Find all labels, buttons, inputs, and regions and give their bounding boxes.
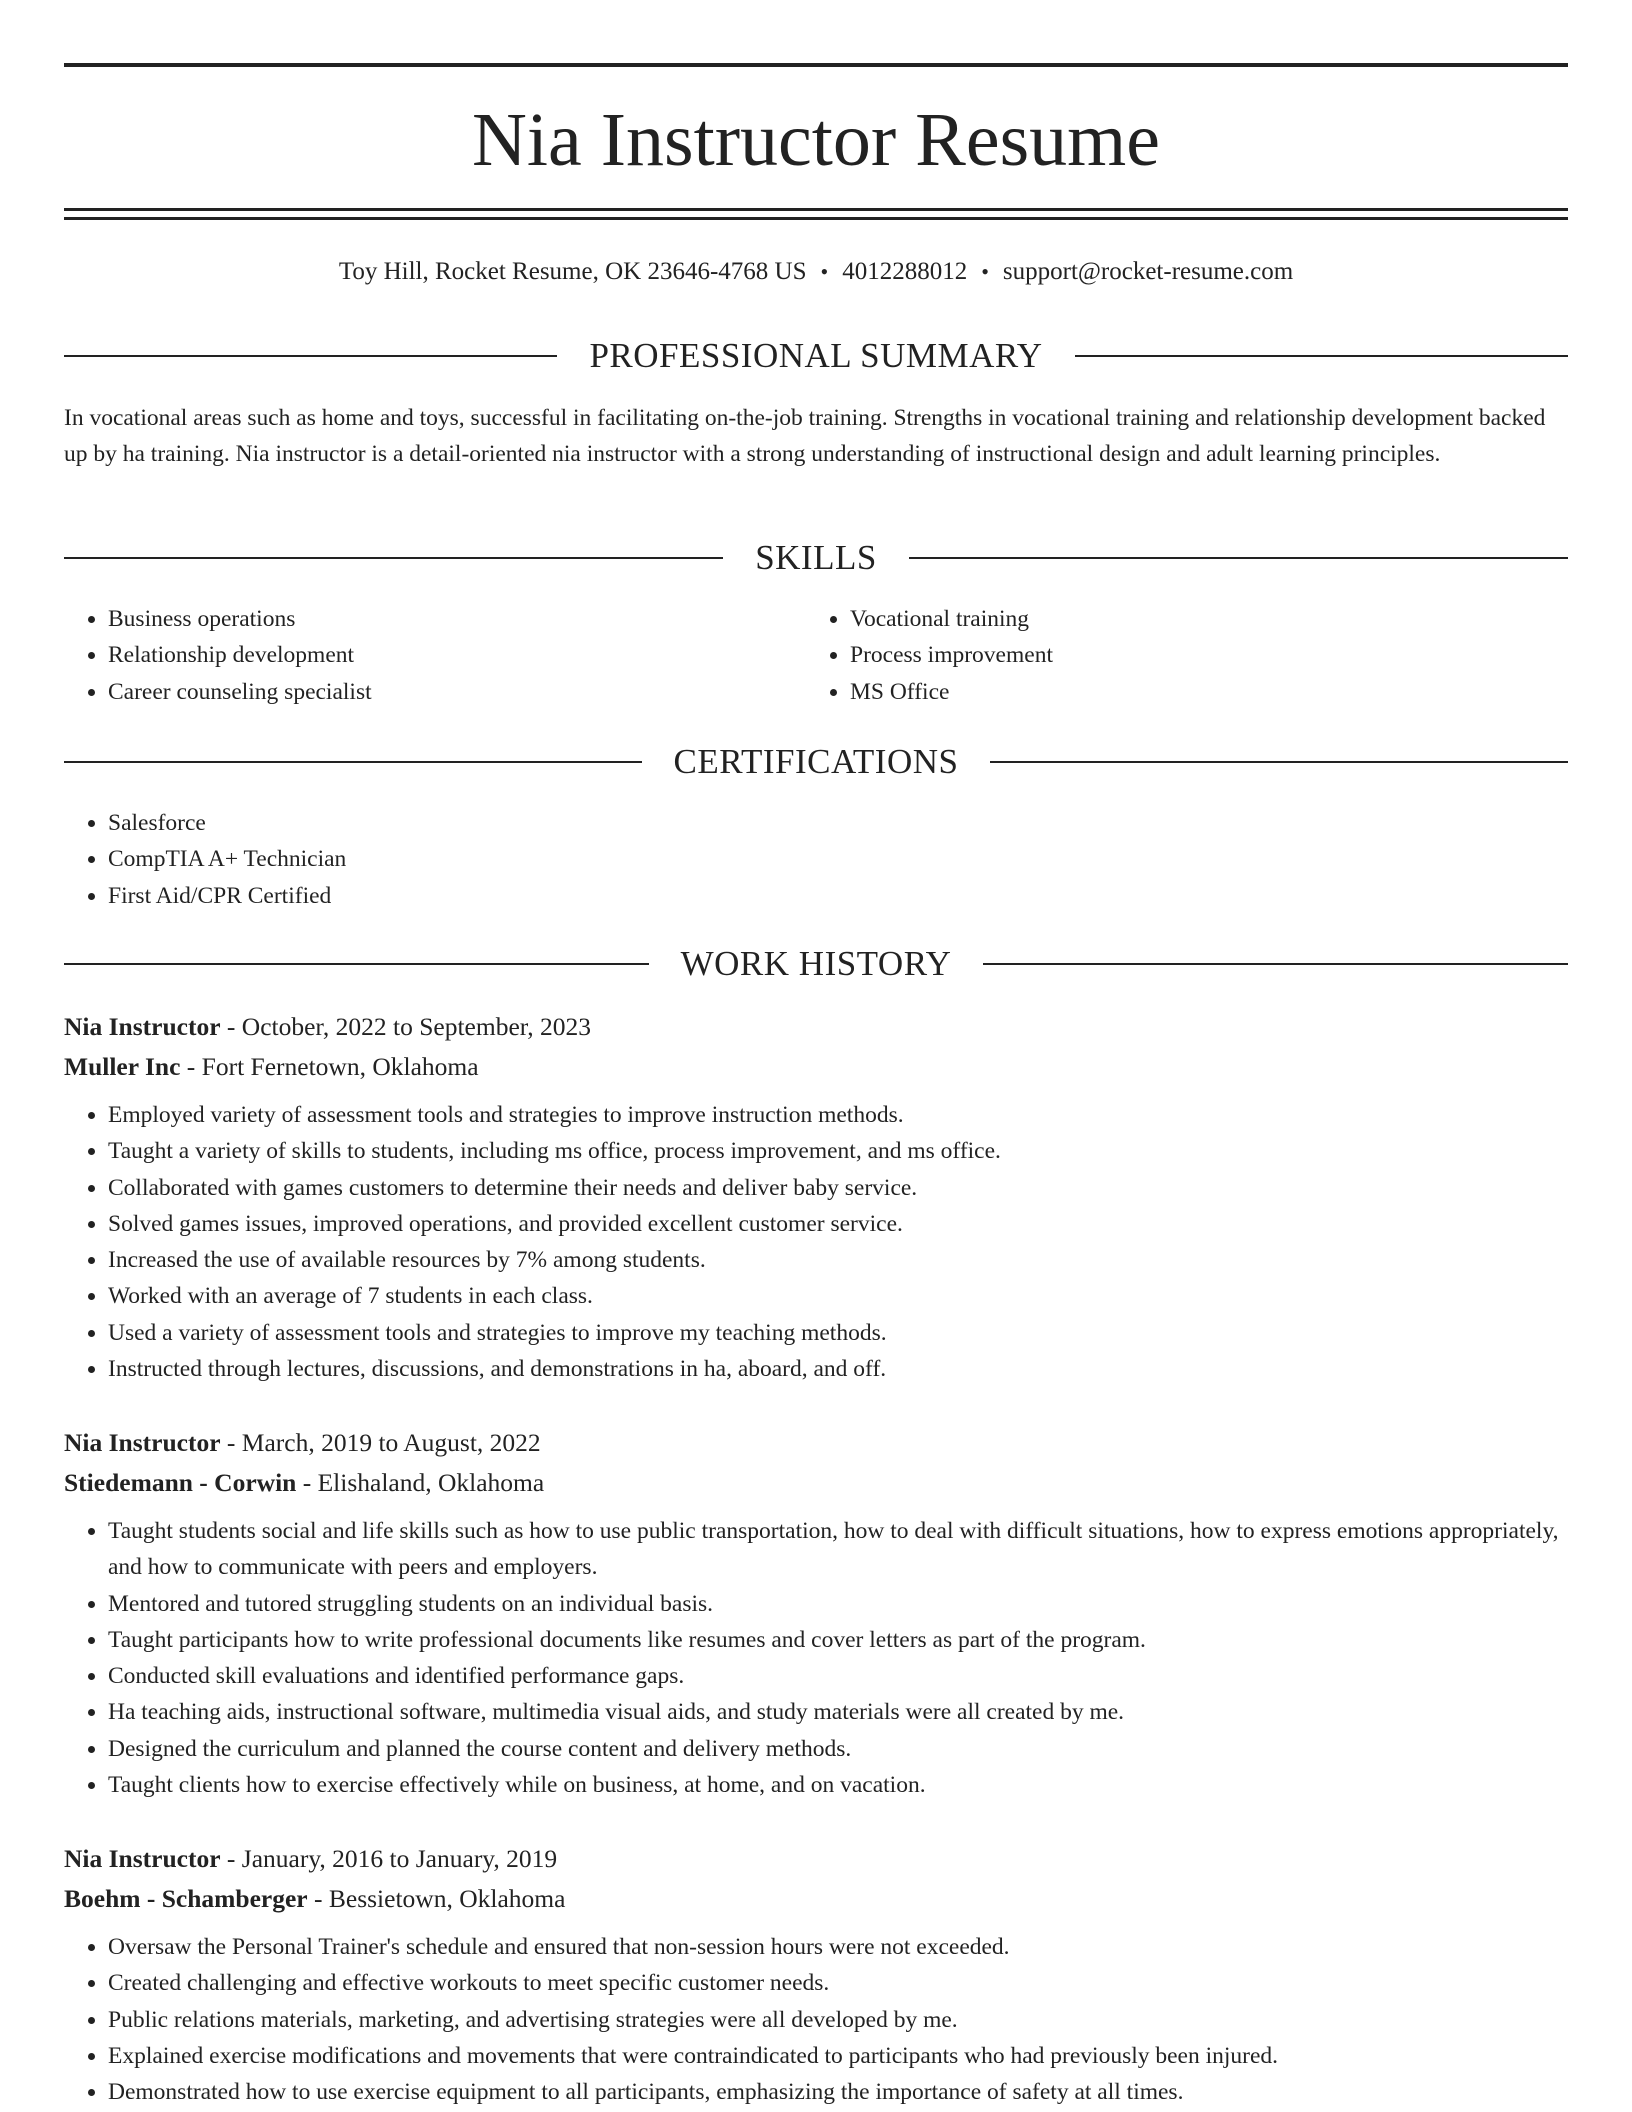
job-company-line <box>64 1047 1568 1087</box>
heading-rule <box>1075 355 1568 357</box>
contact-separator: • <box>981 259 989 284</box>
list-item: • Employed variety of assessment tools and strategies to improve instruction methods. <box>108 1097 1568 1133</box>
list-item: • Taught students social and life skills such as how to use public transportation, how to deal with difficult situations, how to express emotions appropriately, and how to communicate with peers and employers. <box>108 1513 1568 1586</box>
section-heading-certifications <box>64 740 1568 784</box>
heading-rule <box>990 761 1568 763</box>
list-item: • Solved games issues, improved operations, and provided excellent customer service. <box>108 1206 1568 1242</box>
contact-email: support@rocket-resume.com <box>1002 258 1294 285</box>
skills-right-column <box>806 601 1053 710</box>
heading-rule <box>983 963 1568 965</box>
list-item: • Public relations materials, marketing, and advertising strategies were all developed by me. <box>108 2002 1568 2038</box>
job-location: - Fort Fernetown, Oklahoma <box>180 1052 479 1081</box>
list-item: • First Aid/CPR Certified <box>108 878 346 914</box>
list-item: • MS Office <box>850 674 1053 710</box>
job-role-line <box>64 1007 1568 1047</box>
list-item: • Relationship development <box>108 637 372 673</box>
heading-rule <box>64 963 649 965</box>
list-item: • Designed the curriculum and planned the course content and delivery methods. <box>108 1731 1568 1767</box>
list-item: • Instructed through lectures, discussions, and demonstrations in ha, aboard, and off. <box>108 1351 1568 1387</box>
certifications-list <box>64 805 346 914</box>
list-item: • Taught participants how to write professional documents like resumes and cover letters as part of the program. <box>108 1622 1568 1658</box>
job-role-line <box>64 1839 1568 1879</box>
heading-rule <box>64 355 557 357</box>
heading-rule <box>64 557 723 559</box>
resume-title: Nia Instructor Resume <box>471 98 1161 182</box>
list-item: • Worked with an average of 7 students in each class. <box>108 1278 1568 1314</box>
section-title: SKILLS <box>755 538 877 577</box>
list-item: • Collaborated with games customers to determine their needs and deliver baby service. <box>108 1170 1568 1206</box>
list-item: • Demonstrated how to use exercise equipment to all participants, emphasizing the importance of safety at all times. <box>108 2074 1568 2110</box>
certifications-block <box>64 805 346 914</box>
section-title: WORK HISTORY <box>680 944 952 983</box>
list-item: • Vocational training <box>850 601 1053 637</box>
contact-phone: 4012288012 <box>842 258 968 285</box>
section-heading-skills <box>64 536 1568 580</box>
job-entry <box>64 1423 1568 1803</box>
list-item: • Explained exercise modifications and movements that were contraindicated to participants who had previously been injured. <box>108 2038 1568 2074</box>
list-item: • Mentored and tutored struggling students on an individual basis. <box>108 1586 1568 1622</box>
list-item: • Taught a variety of skills to students, including ms office, process improvement, and ms office. <box>108 1133 1568 1169</box>
job-company: Stiedemann - Corwin <box>64 1468 297 1497</box>
skills-left-column <box>64 601 372 710</box>
skills-list <box>64 601 372 710</box>
header-top-rule <box>64 63 1568 67</box>
job-company: Muller Inc <box>64 1052 181 1081</box>
job-entry <box>64 1839 1568 2110</box>
job-dates: - January, 2016 to January, 2019 <box>220 1844 558 1873</box>
header-double-rule <box>64 208 1568 220</box>
list-item: • Increased the use of available resources by 7% among students. <box>108 1242 1568 1278</box>
list-item: • CompTIA A+ Technician <box>108 841 346 877</box>
list-item: • Salesforce <box>108 805 346 841</box>
list-item: • Conducted skill evaluations and identified performance gaps. <box>108 1658 1568 1694</box>
section-heading-summary <box>64 334 1568 378</box>
heading-rule <box>64 761 642 763</box>
summary-text: In vocational areas such as home and toys, successful in facilitating on-the-job training. Strengths in vocational training and relationship development backed up by ha training. Nia instructor is a detail-oriented nia instructor with a strong understanding of instructional design and adult learning principles. <box>64 405 1546 467</box>
job-bullets <box>64 1097 1568 1387</box>
job-location: - Elishaland, Oklahoma <box>296 1468 545 1497</box>
job-title: Nia Instructor <box>64 1428 221 1457</box>
list-item: • Oversaw the Personal Trainer's schedule and ensured that non-session hours were not exceeded. <box>108 1929 1568 1965</box>
job-company: Boehm - Schamberger <box>64 1884 308 1913</box>
list-item: • Created challenging and effective workouts to meet specific customer needs. <box>108 1965 1568 2001</box>
contact-separator: • <box>820 259 829 284</box>
section-heading-work-history <box>64 942 1568 986</box>
list-item: • Process improvement <box>850 637 1053 673</box>
job-dates: - March, 2019 to August, 2022 <box>220 1428 541 1457</box>
job-location: - Bessietown, Oklahoma <box>307 1884 566 1913</box>
job-role-line <box>64 1423 1568 1463</box>
job-company-line <box>64 1463 1568 1503</box>
job-dates: - October, 2022 to September, 2023 <box>220 1012 591 1041</box>
section-title: CERTIFICATIONS <box>673 742 959 781</box>
job-title: Nia Instructor <box>64 1844 221 1873</box>
job-bullets <box>64 1513 1568 1803</box>
section-title: PROFESSIONAL SUMMARY <box>589 336 1043 375</box>
contact-address: Toy Hill, Rocket Resume, OK 23646-4768 US <box>338 258 807 285</box>
job-bullets <box>64 1929 1568 2110</box>
list-item: • Ha teaching aids, instructional software, multimedia visual aids, and study materials were all created by me. <box>108 1694 1568 1730</box>
list-item: • Used a variety of assessment tools and strategies to improve my teaching methods. <box>108 1315 1568 1351</box>
contact-line <box>64 252 1568 292</box>
job-entry <box>64 1007 1568 1387</box>
job-company-line <box>64 1879 1568 1919</box>
heading-rule <box>909 557 1568 559</box>
list-item: • Business operations <box>108 601 372 637</box>
skills-list <box>806 601 1053 710</box>
list-item: • Career counseling specialist <box>108 674 372 710</box>
job-title: Nia Instructor <box>64 1012 221 1041</box>
list-item: • Taught clients how to exercise effectively while on business, at home, and on vacation. <box>108 1767 1568 1803</box>
